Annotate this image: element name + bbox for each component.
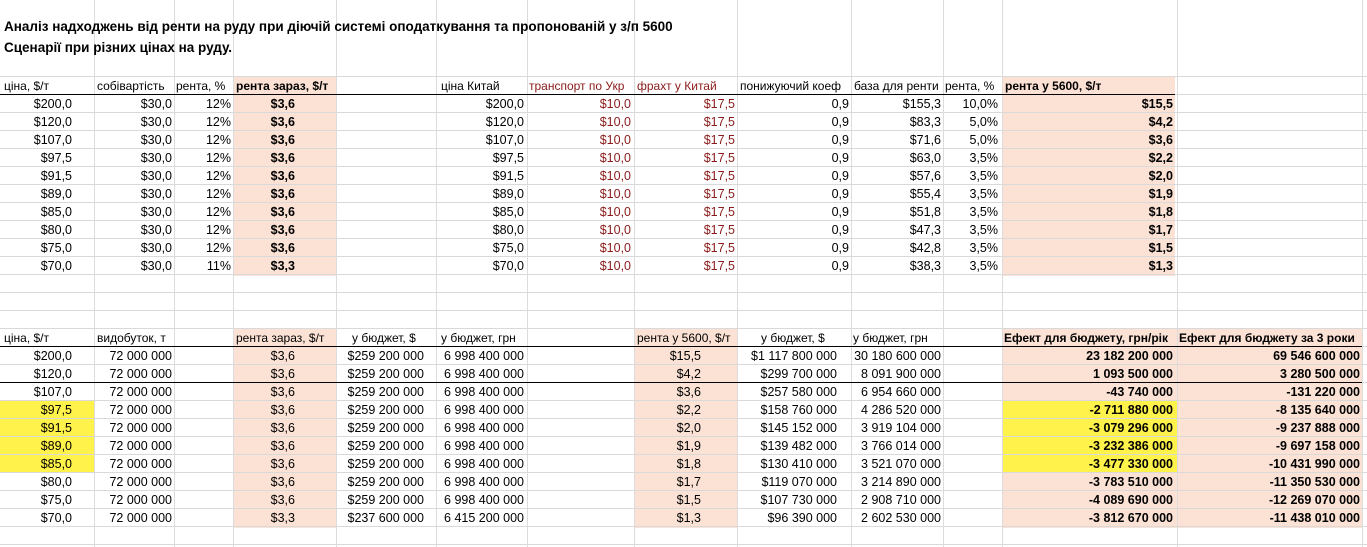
- bottom-cell-price[interactable]: $91,5: [40, 421, 72, 435]
- bottom-cell-price[interactable]: $70,0: [40, 511, 72, 525]
- top-cell-base[interactable]: $55,4: [909, 187, 941, 201]
- top-cell-transport[interactable]: $10,0: [599, 151, 631, 165]
- bottom-cell-effect-year[interactable]: -2 711 880 000: [1089, 403, 1173, 417]
- top-cell-base[interactable]: $47,3: [909, 223, 941, 237]
- top-header-freight[interactable]: фрахт у Китай: [637, 79, 717, 93]
- bottom-cell-budget-usd2[interactable]: $145 152 000: [760, 421, 837, 435]
- top-cell-base[interactable]: $42,8: [909, 241, 941, 255]
- top-cell-price[interactable]: $70,0: [40, 259, 72, 273]
- top-cell-price[interactable]: $80,0: [40, 223, 72, 237]
- bottom-cell-output[interactable]: 72 000 000: [109, 385, 172, 399]
- bottom-cell-rent-now[interactable]: $3,6: [270, 493, 295, 507]
- top-cell-rent-pct2[interactable]: 5,0%: [969, 115, 998, 129]
- bottom-cell-price[interactable]: $200,0: [33, 349, 72, 363]
- bottom-cell-output[interactable]: 72 000 000: [109, 367, 172, 381]
- bottom-cell-budget-uah[interactable]: 6 998 400 000: [444, 403, 524, 417]
- bottom-cell-output[interactable]: 72 000 000: [109, 421, 172, 435]
- bottom-cell-rent-5600[interactable]: $3,6: [676, 385, 701, 399]
- top-header-coef[interactable]: понижуючий коеф: [740, 79, 841, 93]
- top-cell-price[interactable]: $97,5: [40, 151, 72, 165]
- top-cell-cost[interactable]: $30,0: [140, 241, 172, 255]
- bottom-cell-budget-usd[interactable]: $259 200 000: [347, 493, 424, 507]
- bottom-cell-rent-now[interactable]: $3,6: [270, 421, 295, 435]
- top-cell-base[interactable]: $63,0: [909, 151, 941, 165]
- top-cell-transport[interactable]: $10,0: [599, 223, 631, 237]
- bottom-cell-rent-5600[interactable]: $2,0: [676, 421, 701, 435]
- bottom-cell-rent-now[interactable]: $3,6: [270, 385, 295, 399]
- top-cell-cost[interactable]: $30,0: [140, 169, 172, 183]
- bottom-cell-price[interactable]: $107,0: [33, 385, 72, 399]
- bottom-cell-output[interactable]: 72 000 000: [109, 511, 172, 525]
- top-cell-coef[interactable]: 0,9: [831, 151, 849, 165]
- top-cell-rent-pct2[interactable]: 3,5%: [969, 223, 998, 237]
- top-cell-base[interactable]: $155,3: [902, 97, 941, 111]
- top-cell-coef[interactable]: 0,9: [831, 205, 849, 219]
- top-cell-transport[interactable]: $10,0: [599, 259, 631, 273]
- top-cell-price[interactable]: $85,0: [40, 205, 72, 219]
- top-cell-cost[interactable]: $30,0: [140, 151, 172, 165]
- top-cell-transport[interactable]: $10,0: [599, 169, 631, 183]
- top-cell-rent-pct[interactable]: 12%: [205, 187, 231, 201]
- bottom-header-effect-year[interactable]: Ефект для бюджету, грн/рік: [1004, 331, 1168, 345]
- bottom-cell-budget-uah[interactable]: 6 998 400 000: [444, 349, 524, 363]
- top-cell-freight[interactable]: $17,5: [703, 133, 735, 147]
- bottom-cell-rent-5600[interactable]: $1,7: [676, 475, 701, 489]
- bottom-cell-budget-usd2[interactable]: $96 390 000: [767, 511, 837, 525]
- bottom-cell-budget-usd2[interactable]: $1 117 800 000: [751, 349, 837, 363]
- bottom-cell-budget-usd2[interactable]: $107 730 000: [760, 493, 837, 507]
- top-cell-cost[interactable]: $30,0: [140, 259, 172, 273]
- bottom-header-budget-uah2[interactable]: у бюджет, грн: [853, 331, 928, 345]
- bottom-cell-rent-now[interactable]: $3,3: [270, 511, 295, 525]
- bottom-cell-effect-year[interactable]: -4 089 690 000: [1088, 493, 1173, 507]
- top-cell-rent-5600[interactable]: $1,5: [1148, 241, 1173, 255]
- top-cell-freight[interactable]: $17,5: [703, 169, 735, 183]
- top-cell-freight[interactable]: $17,5: [703, 259, 735, 273]
- top-cell-rent-5600[interactable]: $1,7: [1148, 223, 1173, 237]
- top-cell-rent-pct[interactable]: 12%: [205, 151, 231, 165]
- top-cell-cost[interactable]: $30,0: [140, 223, 172, 237]
- bottom-cell-price[interactable]: $89,0: [40, 439, 72, 453]
- bottom-header-rent-now[interactable]: рента зараз, $/т: [236, 331, 325, 345]
- bottom-cell-budget-uah[interactable]: 6 998 400 000: [444, 439, 524, 453]
- bottom-cell-rent-5600[interactable]: $1,8: [676, 457, 701, 471]
- bottom-cell-effect-3y[interactable]: -10 431 990 000: [1268, 457, 1360, 471]
- bottom-cell-budget-usd[interactable]: $259 200 000: [347, 385, 424, 399]
- top-cell-cost[interactable]: $30,0: [140, 133, 172, 147]
- top-cell-rent-pct2[interactable]: 3,5%: [969, 169, 998, 183]
- top-cell-rent-5600[interactable]: $4,2: [1148, 115, 1173, 129]
- bottom-cell-budget-usd2[interactable]: $130 410 000: [760, 457, 837, 471]
- bottom-cell-budget-uah[interactable]: 6 998 400 000: [444, 493, 524, 507]
- bottom-cell-effect-3y[interactable]: -8 135 640 000: [1275, 403, 1360, 417]
- top-cell-china-price[interactable]: $70,0: [492, 259, 524, 273]
- bottom-cell-budget-uah[interactable]: 6 998 400 000: [444, 367, 524, 381]
- bottom-cell-budget-uah2[interactable]: 2 908 710 000: [861, 493, 941, 507]
- page-title: Аналіз надходжень від ренти на руду при діючій системі оподаткування та пропонованій у з/п 5600: [4, 19, 673, 34]
- top-cell-base[interactable]: $51,8: [909, 205, 941, 219]
- top-cell-price[interactable]: $89,0: [40, 187, 72, 201]
- top-cell-base[interactable]: $83,3: [909, 115, 941, 129]
- top-cell-china-price[interactable]: $80,0: [492, 223, 524, 237]
- bottom-header-budget-usd2[interactable]: у бюджет, $: [761, 331, 825, 345]
- top-cell-rent-pct[interactable]: 12%: [205, 133, 231, 147]
- bottom-cell-effect-year[interactable]: 23 182 200 000: [1086, 349, 1173, 363]
- top-cell-rent-now[interactable]: $3,6: [270, 169, 295, 183]
- bottom-cell-rent-now[interactable]: $3,6: [270, 457, 295, 471]
- top-header-price[interactable]: ціна, $/т: [4, 79, 50, 93]
- bottom-header-rent-5600[interactable]: рента у 5600, $/т: [637, 331, 731, 345]
- top-cell-price[interactable]: $91,5: [40, 169, 72, 183]
- bottom-cell-rent-now[interactable]: $3,6: [270, 367, 295, 381]
- top-cell-transport[interactable]: $10,0: [599, 133, 631, 147]
- top-cell-transport[interactable]: $10,0: [599, 187, 631, 201]
- top-cell-rent-now[interactable]: $3,6: [270, 133, 295, 147]
- bottom-header-budget-usd[interactable]: у бюджет, $: [352, 331, 416, 345]
- top-header-cost[interactable]: собівартість: [97, 79, 165, 93]
- top-cell-rent-5600[interactable]: $1,8: [1148, 205, 1173, 219]
- bottom-cell-rent-5600[interactable]: $4,2: [676, 367, 701, 381]
- top-cell-rent-now[interactable]: $3,6: [270, 97, 295, 111]
- bottom-cell-budget-uah2[interactable]: 6 954 660 000: [861, 385, 941, 399]
- top-cell-freight[interactable]: $17,5: [703, 241, 735, 255]
- top-cell-coef[interactable]: 0,9: [831, 133, 849, 147]
- top-cell-transport[interactable]: $10,0: [599, 241, 631, 255]
- top-cell-freight[interactable]: $17,5: [703, 187, 735, 201]
- top-cell-price[interactable]: $75,0: [40, 241, 72, 255]
- bottom-cell-effect-year[interactable]: -3 079 296 000: [1088, 421, 1173, 435]
- bottom-cell-budget-uah2[interactable]: 3 766 014 000: [861, 439, 941, 453]
- top-cell-rent-pct[interactable]: 11%: [206, 259, 231, 273]
- top-cell-coef[interactable]: 0,9: [831, 169, 849, 183]
- bottom-cell-effect-3y[interactable]: 3 280 500 000: [1280, 367, 1360, 381]
- bottom-cell-budget-uah[interactable]: 6 998 400 000: [444, 385, 524, 399]
- top-header-base[interactable]: база для ренти: [854, 79, 939, 93]
- bottom-cell-budget-usd2[interactable]: $158 760 000: [760, 403, 837, 417]
- bottom-cell-rent-5600[interactable]: $1,5: [676, 493, 701, 507]
- top-cell-coef[interactable]: 0,9: [831, 97, 849, 111]
- bottom-cell-budget-usd[interactable]: $259 200 000: [347, 349, 424, 363]
- bottom-cell-effect-3y[interactable]: -11 350 530 000: [1269, 475, 1360, 489]
- top-cell-china-price[interactable]: $107,0: [485, 133, 524, 147]
- bottom-cell-budget-usd[interactable]: $259 200 000: [347, 475, 424, 489]
- bottom-cell-budget-uah[interactable]: 6 998 400 000: [444, 457, 524, 471]
- bottom-cell-output[interactable]: 72 000 000: [109, 457, 172, 471]
- top-cell-freight[interactable]: $17,5: [703, 97, 735, 111]
- top-cell-rent-5600[interactable]: $1,9: [1148, 187, 1173, 201]
- top-cell-rent-pct2[interactable]: 3,5%: [969, 241, 998, 255]
- top-cell-china-price[interactable]: $75,0: [492, 241, 524, 255]
- top-cell-rent-now[interactable]: $3,6: [270, 241, 295, 255]
- top-cell-cost[interactable]: $30,0: [140, 187, 172, 201]
- top-cell-rent-pct[interactable]: 12%: [205, 241, 231, 255]
- bottom-cell-budget-usd[interactable]: $259 200 000: [347, 367, 424, 381]
- top-cell-china-price[interactable]: $85,0: [492, 205, 524, 219]
- top-cell-coef[interactable]: 0,9: [831, 187, 849, 201]
- top-cell-china-price[interactable]: $200,0: [485, 97, 524, 111]
- top-cell-rent-now[interactable]: $3,6: [270, 151, 295, 165]
- top-cell-base[interactable]: $57,6: [909, 169, 941, 183]
- bottom-header-effect-3y[interactable]: Ефект для бюджету за 3 роки: [1179, 331, 1355, 345]
- bottom-cell-budget-usd2[interactable]: $119 070 000: [761, 475, 837, 489]
- bottom-cell-budget-usd2[interactable]: $139 482 000: [760, 439, 837, 453]
- top-cell-rent-pct2[interactable]: 5,0%: [969, 133, 998, 147]
- top-cell-rent-pct2[interactable]: 3,5%: [969, 151, 998, 165]
- top-cell-transport[interactable]: $10,0: [599, 115, 631, 129]
- top-cell-rent-pct2[interactable]: 3,5%: [969, 205, 998, 219]
- top-cell-cost[interactable]: $30,0: [140, 97, 172, 111]
- top-cell-coef[interactable]: 0,9: [831, 241, 849, 255]
- top-header-rent-now[interactable]: рента зараз, $/т: [236, 79, 329, 93]
- bottom-cell-effect-3y[interactable]: -12 269 070 000: [1268, 493, 1360, 507]
- top-cell-rent-pct[interactable]: 12%: [205, 97, 231, 111]
- bottom-cell-rent-now[interactable]: $3,6: [270, 349, 295, 363]
- top-cell-freight[interactable]: $17,5: [703, 151, 735, 165]
- bottom-cell-budget-uah[interactable]: 6 998 400 000: [444, 475, 524, 489]
- top-cell-rent-5600[interactable]: $3,6: [1148, 133, 1173, 147]
- top-header-china-price[interactable]: ціна Китай: [441, 79, 500, 93]
- top-cell-rent-pct[interactable]: 12%: [205, 169, 231, 183]
- top-header-rent-pct[interactable]: рента, %: [176, 79, 226, 93]
- bottom-cell-rent-now[interactable]: $3,6: [270, 439, 295, 453]
- bottom-cell-output[interactable]: 72 000 000: [109, 403, 172, 417]
- bottom-cell-effect-3y[interactable]: -11 438 010 000: [1269, 511, 1360, 525]
- bottom-cell-effect-year[interactable]: -3 232 386 000: [1088, 439, 1173, 453]
- top-cell-china-price[interactable]: $97,5: [492, 151, 524, 165]
- top-cell-freight[interactable]: $17,5: [703, 205, 735, 219]
- top-cell-china-price[interactable]: $89,0: [492, 187, 524, 201]
- top-cell-rent-now[interactable]: $3,6: [270, 187, 295, 201]
- bottom-cell-budget-usd[interactable]: $259 200 000: [347, 403, 424, 417]
- bottom-cell-budget-uah2[interactable]: 8 091 900 000: [861, 367, 941, 381]
- bottom-cell-effect-3y[interactable]: -9 697 158 000: [1275, 439, 1360, 453]
- top-header-transport[interactable]: транспорт по Укр: [529, 79, 625, 93]
- bottom-cell-rent-5600[interactable]: $2,2: [676, 403, 701, 417]
- top-cell-rent-5600[interactable]: $2,0: [1148, 169, 1173, 183]
- top-cell-rent-pct2[interactable]: 3,5%: [969, 259, 998, 273]
- bottom-cell-budget-uah2[interactable]: 2 602 530 000: [861, 511, 941, 525]
- top-cell-transport[interactable]: $10,0: [599, 97, 631, 111]
- top-header-rent-pct2[interactable]: рента, %: [945, 79, 995, 93]
- bottom-cell-budget-usd2[interactable]: $257 580 000: [760, 385, 837, 399]
- bottom-cell-output[interactable]: 72 000 000: [109, 475, 172, 489]
- top-cell-price[interactable]: $200,0: [33, 97, 72, 111]
- bottom-cell-price[interactable]: $97,5: [40, 403, 72, 417]
- top-cell-rent-pct[interactable]: 12%: [205, 223, 231, 237]
- top-cell-price[interactable]: $107,0: [33, 133, 72, 147]
- top-cell-transport[interactable]: $10,0: [599, 205, 631, 219]
- bottom-cell-price[interactable]: $120,0: [33, 367, 72, 381]
- bottom-cell-budget-uah[interactable]: 6 998 400 000: [444, 421, 524, 435]
- bottom-cell-rent-5600[interactable]: $15,5: [669, 349, 701, 363]
- bottom-cell-budget-uah2[interactable]: 4 286 520 000: [861, 403, 941, 417]
- bottom-cell-effect-year[interactable]: -3 477 330 000: [1088, 457, 1173, 471]
- bottom-cell-budget-uah[interactable]: 6 415 200 000: [444, 511, 524, 525]
- bottom-cell-budget-usd[interactable]: $259 200 000: [347, 457, 424, 471]
- bottom-cell-effect-year[interactable]: -43 740 000: [1106, 385, 1173, 399]
- bottom-cell-rent-5600[interactable]: $1,9: [676, 439, 701, 453]
- bottom-cell-budget-usd[interactable]: $259 200 000: [347, 421, 424, 435]
- top-cell-freight[interactable]: $17,5: [703, 223, 735, 237]
- bottom-cell-budget-uah2[interactable]: 3 521 070 000: [861, 457, 941, 471]
- bottom-cell-budget-uah2[interactable]: 3 214 890 000: [861, 475, 941, 489]
- bottom-cell-budget-usd[interactable]: $259 200 000: [347, 439, 424, 453]
- top-cell-cost[interactable]: $30,0: [140, 205, 172, 219]
- top-header-rent-5600[interactable]: рента у 5600, $/т: [1005, 79, 1102, 93]
- top-cell-cost[interactable]: $30,0: [140, 115, 172, 129]
- top-cell-rent-pct2[interactable]: 3,5%: [969, 187, 998, 201]
- top-cell-rent-5600[interactable]: $1,3: [1148, 259, 1173, 273]
- top-cell-rent-pct[interactable]: 12%: [205, 115, 231, 129]
- top-cell-base[interactable]: $38,3: [909, 259, 941, 273]
- bottom-header-price[interactable]: ціна, $/т: [4, 331, 50, 345]
- bottom-cell-rent-now[interactable]: $3,6: [270, 403, 295, 417]
- bottom-cell-output[interactable]: 72 000 000: [109, 349, 172, 363]
- bottom-cell-effect-3y[interactable]: -9 237 888 000: [1275, 421, 1360, 435]
- bottom-cell-price[interactable]: $85,0: [40, 457, 72, 471]
- top-cell-coef[interactable]: 0,9: [831, 259, 849, 273]
- bottom-cell-budget-usd[interactable]: $237 600 000: [347, 511, 424, 525]
- page-subtitle: Сценарії при різних цінах на руду.: [4, 40, 233, 55]
- bottom-cell-effect-3y[interactable]: -131 220 000: [1286, 385, 1360, 399]
- bottom-cell-effect-year[interactable]: -3 812 670 000: [1088, 511, 1173, 525]
- bottom-cell-budget-uah2[interactable]: 3 919 104 000: [861, 421, 941, 435]
- bottom-cell-budget-uah2[interactable]: 30 180 600 000: [854, 349, 941, 363]
- bottom-cell-output[interactable]: 72 000 000: [109, 439, 172, 453]
- bottom-cell-effect-year[interactable]: 1 093 500 000: [1093, 367, 1173, 381]
- top-cell-rent-5600[interactable]: $15,5: [1141, 97, 1173, 111]
- top-cell-freight[interactable]: $17,5: [703, 115, 735, 129]
- bottom-cell-output[interactable]: 72 000 000: [109, 493, 172, 507]
- top-cell-coef[interactable]: 0,9: [831, 115, 849, 129]
- bottom-cell-effect-year[interactable]: -3 783 510 000: [1088, 475, 1173, 489]
- bottom-cell-budget-usd2[interactable]: $299 700 000: [760, 367, 837, 381]
- top-cell-rent-now[interactable]: $3,6: [270, 115, 295, 129]
- top-cell-price[interactable]: $120,0: [33, 115, 72, 129]
- top-cell-rent-5600[interactable]: $2,2: [1148, 151, 1173, 165]
- bottom-cell-price[interactable]: $75,0: [40, 493, 72, 507]
- bottom-cell-price[interactable]: $80,0: [40, 475, 72, 489]
- top-cell-rent-pct2[interactable]: 10,0%: [962, 97, 998, 111]
- top-cell-china-price[interactable]: $120,0: [485, 115, 524, 129]
- bottom-cell-effect-3y[interactable]: 69 546 600 000: [1273, 349, 1360, 363]
- bottom-header-budget-uah[interactable]: у бюджет, грн: [441, 331, 516, 345]
- top-cell-coef[interactable]: 0,9: [831, 223, 849, 237]
- bottom-cell-rent-now[interactable]: $3,6: [270, 475, 295, 489]
- bottom-cell-rent-5600[interactable]: $1,3: [676, 511, 701, 525]
- top-cell-rent-now[interactable]: $3,3: [270, 259, 295, 273]
- top-cell-base[interactable]: $71,6: [909, 133, 941, 147]
- top-cell-rent-pct[interactable]: 12%: [205, 205, 231, 219]
- top-cell-rent-now[interactable]: $3,6: [270, 223, 295, 237]
- top-cell-rent-now[interactable]: $3,6: [270, 205, 295, 219]
- top-cell-china-price[interactable]: $91,5: [492, 169, 524, 183]
- bottom-header-output[interactable]: видобуток, т: [97, 331, 166, 345]
